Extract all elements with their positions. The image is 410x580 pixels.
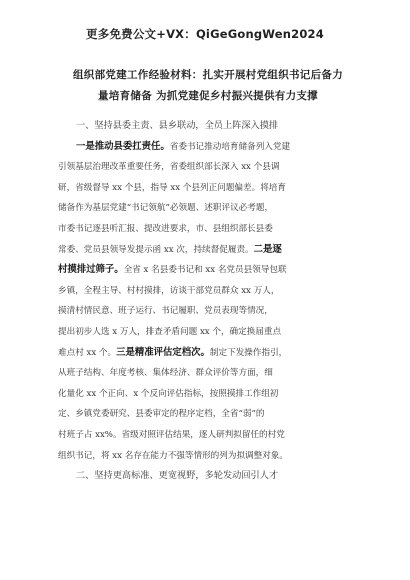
paragraph-line: 组织书记，将 xx 名存在能力不强等情形的列为拟调整对象。 [58,450,289,461]
paragraph-line: 研，省级督导 xx 个县，指导 xx 个县列正问题偏差。将培育 [58,182,286,193]
bold-point-3: 三是精准评估定档次。 [116,346,210,358]
text-span: 难点村 xx 个。 [58,347,117,358]
text-span: 全省 x 名县委书记和 xx 名党员县领导包联 [123,265,287,276]
paragraph-line: 从班子结构、年度考核、集体经济、群众评价等方面，细 [58,368,273,379]
paragraph-line: 乡镇，全程主导、村村摸排，访谈干部党员群众 xx 万人， [58,285,280,296]
paragraph-line: 定、乡镇党委研究、县委审定的程序定档，全省“弱”的 [58,409,265,420]
section-heading-1: 一、坚持县委主责、县乡联动，全员上阵深入摸排 [76,120,279,131]
page-header: 更多免费公文+VX：QiGeGongWen2024 [86,27,324,41]
paragraph-line [58,137,354,158]
title-line-1: 组织部党建工作经验材料：扎实开展村党组织书记后备力 [73,69,343,81]
bold-point-2: 二是逐 [253,243,282,255]
document-body [58,116,354,487]
paragraph-line: 化量化 xx 个正向、x 个反向评估指标，按照摸排工作组初 [58,388,279,399]
paragraph-line [58,240,354,261]
text-span: 常委、党员县领导发提示函 xx 次，持续督促履责。 [58,244,254,255]
bold-point-2-cont: 村摸排过筛子。 [58,264,124,276]
document-title [58,65,358,107]
text-span: 制定下发操作指引， [209,347,288,358]
paragraph-line: 市委书记逐县听汇报、提改进要求，市、县组织部长县委 [58,223,273,234]
paragraph-line: 村班子占 xx%。省级对照评估结果，逐人研判拟留任的村党 [58,429,285,440]
paragraph-line [58,343,354,364]
section-heading-2: 二、坚持更高标准、更宽视野，多轮发动回引人才 [76,470,279,482]
paragraph-line: 引领基层治理改革重要任务，省委组织部长深入 xx 个县调 [58,162,280,173]
paragraph-line: 提出初步人选 x 万人，排查矛盾问题 xx 个，确定换届重点 [58,326,282,337]
paragraph-line [58,260,354,281]
text-span: 省委书记推动培育储备列入党建 [169,141,291,152]
title-line-2: 量培育储备 为抓党建促乡村振兴提供有力支撑 [98,90,318,102]
bold-point-1: 一是推动县委扛责任。 [76,140,170,152]
paragraph-line: 储备作为基层党建“书记领航”必领题、述职评议必考题， [58,203,274,214]
paragraph-line: 摸清村情民意、班子运行、书记履职、党员表现等情况， [58,306,273,317]
